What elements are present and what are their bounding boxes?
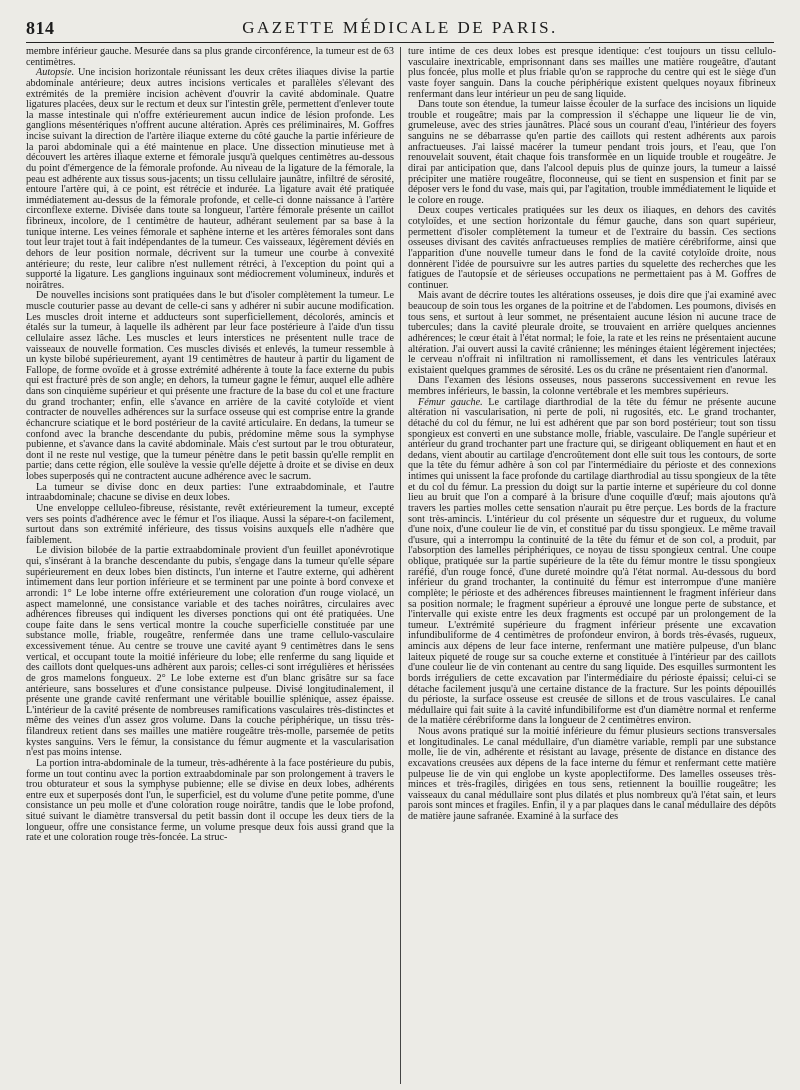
paragraph: Autopsie. Une incision horizontale réunissant les deux crêtes iliaques divise la partie abdominale antérieure; deux autres incisions verticales et parallèles s'élevant des extrémités de la première incision achèvent d'ouvrir la cavité abdominale. Quatre ligatures placées, deux sur le rectum et deux sur l'intestin grêle, permettent d'enlever toute la masse intestinale qui n'offre extérieurement aucun indice de lésion profonde. Les ganglions mésentériques n'offrent aucune altération. Après ces préliminaires, M. Goffres incise suivant la direction de l'artère iliaque externe du côté gauche la partie inférieure de la paroi abdominale qui a été maintenue en place. Une dissection minutieuse met à découvert les artères iliaque externe et fémorale jusqu'à quelques centimètres au-dessous du point d'émergence de la fémorale profonde. Au niveau de la ligature de la fémorale, la peau est adhérente aux tissus sous-jacents; un tissu cellulaire jaunâtre, infiltré de sérosité, entoure l'artère qui, à ce point, est rétrécie et indurée. La ligature avait été pratiquée immédiatement au-dessus de la fémorale profonde, et celle-ci donne naissance à l'artère circonflexe externe. Divisée dans toute sa longueur, l'artère fémorale présente un caillot fibrineux, incolore, de 1 centimètre de hauteur, adhérant seulement par sa base à la tunique interne. Les veines fémorale et saphène interne et les artères fémorales sont dans tout leur trajet tout à fait indépendantes de la tumeur. Ces vaisseaux, légèrement déviés en dehors de leur position normale, décrivent sur la tumeur une courbe à convexité antérieure; du reste, leur calibre n'est nullement rétréci, à l'exception du point qui a supporté la ligature. Les ganglions inguinaux sont médiocrement volumineux, indurés et noirâtres.	[26, 67, 394, 291]
paragraph: Fémur gauche. Le cartilage diarthrodial de la tête du fémur ne présente aucune altération ni vascularisation, ni perte de poli, ni rugosités, etc. Le grand trochanter, détaché du col du fémur, ne lui est adhérent que par son bord postérieur; tout son tissu spongieux est converti en une substance molle, friable, vasculaire. De l'angle supérieur et antérieur du grand trochanter part une fracture qui, se dirigeant obliquement en haut et en dedans, vient aboutir au cartilage d'encroûtement dont elle suit tous les contours, de sorte que la tête du fémur adhère à son col par l'intermédiaire du périoste et des connexions intimes qui unissent la face profonde du cartilage diarthrodial au tissu spongieux de la tête et du col du fémur. La pression du doigt sur la partie interne et supérieure du col donne lieu au bruit que l'on a comparé à la brisure d'une coquille d'œuf; mais ajoutons qu'à travers les parties molles cette sensation n'aurait pu être perçue. Les bords de la fracture sont très-amincis. L'intérieur du col présente un séquestre dur et rugueux, du volume d'une noix, d'une couleur lie de vin, et constitué par du tissu spongieux. Le même travail d'usure, qui a interrompu la continuité de la tête du fémur et de son col, a produit, par l'absorption des lamelles périphériques, ce noyau de tissu spongieux central. Une coupe oblique, pratiquée sur la partie supérieure de la tête du fémur montre le tissu spongieux raréfié, d'un rouge foncé, d'une dureté moindre qu'à l'état normal. Au-dessous du bord inférieur du grand trochanter, la continuité du fémur est interrompue d'une manière complète; le périoste et des adhérences fibreuses maintiennent le fragment inférieur dans sa position normale; le fragment supérieur a éprouvé une longue perte de substance, et l'intervalle qui existe entre les deux fragments est occupé par un prolongement de la tumeur. L'extrémité supérieure du fragment inférieur présente une excavation infundibuliforme de 4 centimètres de profondeur environ, à bords très-évasés, rugueux, amincis aux dépens de leur face interne, renfermant une matière pulpeuse, d'un blanc laiteux piqueté de rouge sur sa couche externe et constituée à l'intérieur par des caillots d'une couleur lie de vin contenant au centre du sang liquide. Des esquilles surmontent les bords irréguliers de cette excavation par l'intermédiaire du périoste épaissi; celui-ci se détache facilement jusqu'à une certaine distance de la fracture. Sur les points dépouillés du périoste, la surface osseuse est creusée de sillons et de trous vasculaires. Le canal médullaire qui fait suite à la cavité infundibiliforme est d'un diamètre normal et renferme de la matière cérébriforme dans la longueur de 2 centimètres environ.	[408, 396, 776, 727]
paragraph: Deux coupes verticales pratiquées sur les deux os iliaques, en dehors des cavités cotyloïdes, et une section horizontale du fémur gauche, dans son quart supérieur, permettent d'isoler complètement la tumeur et de l'extraire du bassin. Ces sections osseuses divisant des cavités anfractueuses remplies de matière cérébriforme, ainsi que l'apparition d'une nouvelle tumeur dans le fond de la cavité cotyloïde droite, nous donnèrent l'idée de poursuivre sur les autres parties du squelette des recherches que les fatigues de l'autopsie et de sérieuses occupations ne permettaient pas à M. Goffres de continuer.	[408, 205, 776, 291]
page-header	[26, 18, 774, 43]
section-lead: Autopsie.	[36, 67, 75, 79]
running-title: GAZETTE MÉDICALE DE PARIS.	[242, 18, 558, 37]
left-column	[26, 47, 401, 1084]
paragraph: Le division bilobée de la partie extraabdominale provient d'un feuillet aponévrotique qui, s'insérant à la branche descendante du pubis, s'engage dans la tumeur qu'elle sépare supérieurement en deux lobes bien distincts, l'un interne et l'autre externe, qui adhèrent intimement dans leur portion inférieure et se terminent par une pointe à bord convexe et arrondi: 1° Le lobe interne offre extérieurement une coloration d'un rouge violacé, un aspect mamelonné, une consistance variable et des taches noirâtres, circulaires avec adhérences fibreuses qui indiquent les diverses ponctions qui ont été pratiquées. Une coupe faite dans le sens vertical montre la couche superficielle constituée par une substance molle, friable, rougeâtre, renfermée dans une trame cellulo-vasculaire excessivement ténue. Au centre se trouve une cavité ayant 9 centimètres dans le sens vertical, et occupant toute la moitié inférieure du lobe; elle renferme du sang liquide et des caillots dont quelques-uns adhèrent aux parois; celles-ci sont irrégulières et hérissées de gros mamelons fongueux. 2° Le lobe externe est d'un blanc grisâtre sur sa face antérieure, sans bosselures et d'une consistance pulpeuse. Divisé longitudinalement, il présente une grande cavité renfermant une véritable bouillie splénique, assez épaisse. L'intérieur de la cavité présente de nombreuses ramifications vasculaires très-distinctes et même des veines d'un assez gros volume. Dans la couche périphérique, un tissu très-filandreux retient dans ses mailles une matière rougeâtre très-molle, parsemée de petits kystes sanguins. Vers le fémur, la consistance du fémur augmente et la vascularisation n'est pas moins intense.	[26, 545, 394, 759]
text-columns	[26, 47, 776, 1084]
paragraph: Mais avant de décrire toutes les altérations osseuses, je dois dire que j'ai examiné avec beaucoup de soin tous les organes de la poitrine et de l'abdomen. Les poumons, divisés en tous sens, et surtout à leur sommet, ne présentaient aucune lésion ni aucune trace de tubercules; dans la cavité pleurale droite, se trouvaient en arrière quelques anciennes adhérences; le cœur était à l'état normal; le foie, la rate et les reins ne présentaient aucune altération. J'ai ouvert aussi la cavité crânienne; les méninges étaient légèrement injectées; le cerveau n'offrait ni infiltration ni ramollissement, et dans les ventricules latéraux existaient quelques grammes de sérosité. Les os du crâne ne présentaient rien d'anormal.	[408, 290, 776, 376]
paragraph: Dans l'examen des lésions osseuses, nous passerons successivement en revue les membres inférieurs, le bassin, la colonne vertébrale et les membres supérieurs.	[408, 375, 776, 397]
page-number: 814	[26, 18, 55, 38]
paragraph: Nous avons pratiqué sur la moitié inférieure du fémur plusieurs sections transversales et longitudinales. Le canal médullaire, d'un diamètre variable, rempli par une substance molle, lie de vin, adhérente et résistant au lavage, présente de distance en distance des excavations creusées aux dépens de la face interne du fémur et renfermant cette matière pulpeuse lie de vin qui englobe un kyste apoplectiforme. Des lamelles osseuses très-minces et très-fragiles, dirigées en tous sens, retiennent la bouillie rougeâtre; les vaisseaux du canal médullaire sont plus dilatés et plus nombreux qu'à l'état sain, et leurs parois sont minces et fragiles. Enfin, il y a par plaques dans le canal médullaire des dépôts de matière jaune safranée. Examiné à la surface des	[408, 726, 776, 822]
paragraph: La tumeur se divise donc en deux parties: l'une extraabdominale, et l'autre intraabdominale; chacune se divise en deux lobes.	[26, 481, 394, 504]
paragraph: ture intime de ces deux lobes est presque identique: c'est toujours un tissu cellulo-vasculaire inextricable, emprisonnant dans ses mailles une matière rougeâtre, d'autant plus foncée, plus molle et plus friable qu'on se rapproche du centre qui est le siège d'un vaste foyer sanguin. Dans la couche périphérique existent quelques noyaux fibrineux renfermant dans leur intérieur un peu de sang liquide.	[408, 47, 776, 100]
paragraph: membre inférieur gauche. Mesurée dans sa plus grande circonférence, la tumeur est de 63 centimètres.	[26, 47, 394, 68]
right-column	[401, 47, 776, 1084]
paragraph: La portion intra-abdominale de la tumeur, très-adhérente à la face postérieure du pubis, forme un tout continu avec la portion extraabdominale par son prolongement à travers le trou obturateur et sous la symphyse pubienne; elle se divise en deux lobes, adhérents entre eux et superposés dont l'un, le superficiel, est du volume d'une petite pomme, d'une consistance un peu molle et d'une coloration rouge noirâtre, tandis que le lobe profond, situé suivant le diamètre transversal du petit bassin dont il occupe les deux tiers de la longueur, offre une consistance ferme, un volume presque deux fois aussi grand que la rate et une coloration rouge très-foncée. La struc-	[26, 757, 394, 844]
section-lead: Fémur gauche.	[418, 396, 483, 408]
paragraph: Dans toute son étendue, la tumeur laisse écouler de la surface des incisions un liquide trouble et rougeâtre; mais par la compression il s'échappe une liqueur lie de vin, grumeleuse, avec des stries jaunâtres. Placé sous un courant d'eau, l'intérieur des foyers sanguins ne se débarrasse qu'en partie des caillots qui restent adhérents aux parois anfractueuses. J'ai laissé macérer la tumeur pendant trois jours, et l'eau, que l'on renouvelait souvent, était chaque fois transformée en un liquide trouble et rougeâtre. Je dirai par anticipation que, dans l'alcool depuis plus de quinze jours, la tumeur a laissé précipiter une matière rougeâtre, floconneuse, qui se tient en suspension et finit par se déposer vers le fond du vase, mais qui, par l'agitation, trouble immédiatement le liquide et le colore en rouge.	[408, 99, 776, 206]
paragraph: De nouvelles incisions sont pratiquées dans le but d'isoler complètement la tumeur. Le muscle couturier passe au devant de celle-ci sans y adhérer ni subir aucune modification. Les muscles droit interne et adducteurs sont superficiellement, décolorés, amincis et étalés sur la tumeur, à laquelle ils adhèrent par leur face postérieure à l'aide d'un tissu cellulaire assez lâche. Les muscles et leurs interstices ne présentent nulle trace de vaisseaux de nouvelle formation. Ces muscles divisés et enlevés, la tumeur ressemble à un kyste bilobé supérieurement, ayant 19 centimètres de hauteur à partir du ligament de Fallope, de forme ovoïde et à grosse extrémité adhérente à toute la face externe du pubis qui est fracturé près de son angle; en dehors, la tumeur gagne le fémur, auquel elle adhère dans son cinquième supérieur et qui présente une fracture de la base du col et une fracture du grand trochanter; enfin, elle s'avance en arrière de la cavité cotyloïde et vient contracter de nouvelles adhérences sur la surface osseuse qui est comprise entre la grande échancrure sciatique et le bord postérieur de la cavité articulaire. En dedans, la tumeur se confond avec la branche descendante du pubis, prédomine même sous la symphyse pubienne, et s'avance dans la cavité abdominale. Mais c'est surtout par le trou obturateur, dont il ne reste nul vestige, que la tumeur pénètre dans le petit bassin qu'elle remplit en partie; dans cette région, elle soulève la vessie qu'elle déjette à droite et se divise en deux lobes superposés qui ne contractent aucune adhérence avec le sacrum.	[26, 290, 394, 482]
paragraph: Une enveloppe celluleo-fibreuse, résistante, revêt extérieurement la tumeur, excepté vers ses points d'adhérence avec le fémur et l'os iliaque. Aussi la sépare-t-on facilement, surtout dans son extrémité inférieure, des tissus voisins auxquels elle n'adhère que faiblement.	[26, 502, 394, 546]
